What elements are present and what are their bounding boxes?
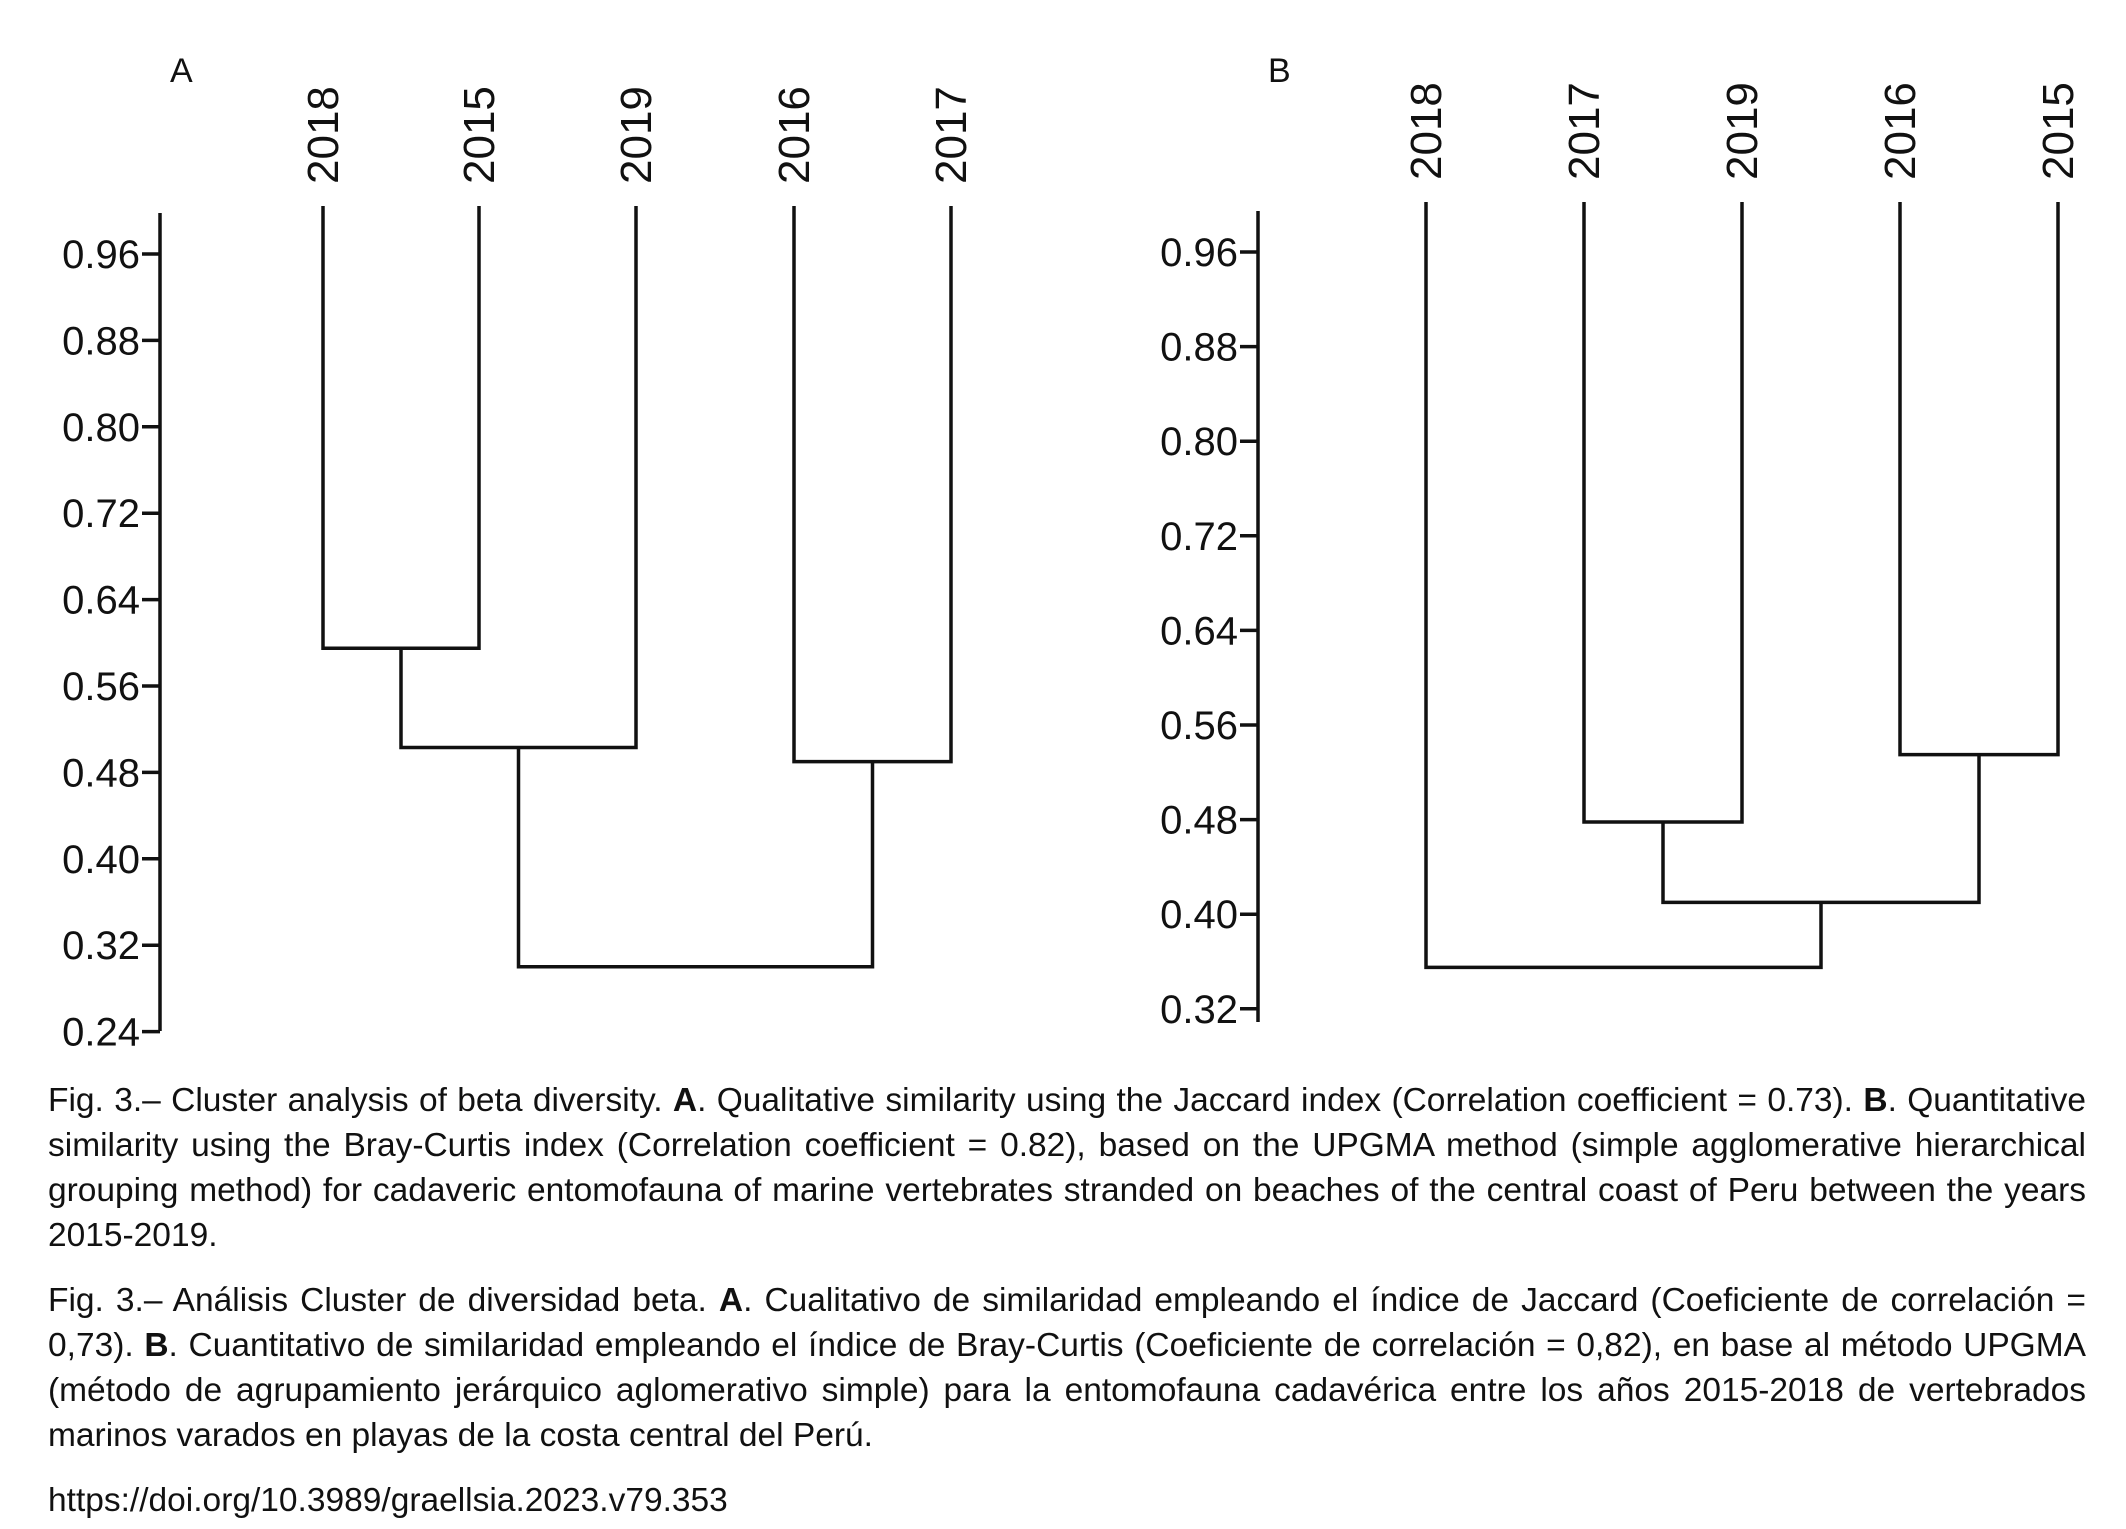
panel-a-tick-label: 0.56 bbox=[62, 665, 140, 709]
panel-b-tick-label: 0.56 bbox=[1160, 704, 1238, 748]
panel-a-leaf-labels bbox=[299, 86, 976, 184]
panel-a-ticks bbox=[62, 233, 160, 1055]
caption-english-part-2: . Qualitative similarity using the Jaccard index (Correlation coefficient = 0.73). bbox=[697, 1082, 1864, 1119]
caption-spanish-bold-b: B bbox=[144, 1327, 169, 1364]
panel-b-tick-label: 0.32 bbox=[1160, 987, 1238, 1032]
panel-a-tick-label: 0.72 bbox=[62, 492, 140, 537]
panel-b-tick-label: 0.96 bbox=[1160, 231, 1238, 275]
panel-a-leaf-label-2015: 2015 bbox=[455, 86, 504, 184]
caption-english-bold-b: B bbox=[1863, 1082, 1888, 1119]
panel-a-tick-label: 0.40 bbox=[62, 837, 140, 882]
panel-b-leaf-label-2016: 2016 bbox=[1876, 82, 1925, 180]
panel-b-cluster-2017-2019 bbox=[1584, 202, 1742, 822]
panel-a-leaf-label-2017: 2017 bbox=[927, 86, 976, 184]
panel-a-cluster-2018-2015 bbox=[323, 206, 479, 648]
panel-a-tick-label: 0.48 bbox=[62, 751, 140, 796]
caption-english-bold-a: A bbox=[672, 1082, 698, 1119]
panel-b-tick-label: 0.72 bbox=[1160, 514, 1238, 559]
panel-a-label: A bbox=[170, 52, 193, 90]
panel-b-tick-label: 0.64 bbox=[1160, 609, 1238, 654]
captions bbox=[48, 1078, 2086, 1523]
panel-a-tick-label: 0.24 bbox=[62, 1010, 140, 1055]
panel-a-tick-label: 0.80 bbox=[62, 405, 140, 450]
panel-a-tick-label: 0.88 bbox=[62, 319, 140, 364]
panel-b-leaf-label-2015: 2015 bbox=[2034, 82, 2083, 180]
panel-b-tick-label: 0.40 bbox=[1160, 893, 1238, 938]
panel-b-tick-label: 0.80 bbox=[1160, 420, 1238, 465]
panel-b-leaf-labels bbox=[1402, 82, 2083, 180]
panel-b-tree bbox=[1426, 202, 2058, 967]
panel-b-cluster-2016-2015 bbox=[1900, 202, 2058, 755]
caption-english bbox=[48, 1078, 2086, 1258]
panel-a bbox=[62, 52, 976, 1055]
caption-spanish bbox=[48, 1278, 2086, 1458]
panel-b-cluster-2017-2019-2016-2015 bbox=[1663, 755, 1979, 903]
panel-b-cluster-2018-2017-2019-2016-2015 bbox=[1426, 202, 1821, 967]
caption-spanish-part-1: Fig. 3.– Análisis Cluster de diversidad beta. bbox=[48, 1282, 719, 1319]
panel-b-leaf-label-2019: 2019 bbox=[1718, 82, 1767, 180]
caption-spanish-bold-a: A bbox=[718, 1282, 744, 1319]
panel-a-cluster-2016-2017 bbox=[794, 206, 951, 762]
panel-a-leaf-label-2019: 2019 bbox=[612, 86, 661, 184]
doi-link[interactable]: https://doi.org/10.3989/graellsia.2023.v79.353 bbox=[48, 1482, 728, 1519]
caption-english-part-1: Fig. 3.– Cluster analysis of beta diversity. bbox=[48, 1082, 673, 1119]
panel-b-ticks bbox=[1160, 231, 1258, 1032]
panel-a-leaf-label-2018: 2018 bbox=[299, 86, 348, 184]
panel-b-leaf-label-2017: 2017 bbox=[1560, 82, 1609, 180]
panel-b-tick-label: 0.48 bbox=[1160, 798, 1238, 843]
panel-b-leaf-label-2018: 2018 bbox=[1402, 82, 1451, 180]
panel-a-tree bbox=[323, 206, 951, 967]
panel-a-tick-label: 0.32 bbox=[62, 924, 140, 969]
panel-a-leaf-label-2016: 2016 bbox=[770, 86, 819, 184]
caption-spanish-part-3: . Cuantitativo de similaridad empleando el índice de Bray-Curtis (Coeficiente de correlación = 0,82), en base al método UPGMA (método de agrupamiento jerárquico aglomerativo simple) para la entomofauna cadavérica entre los años 2015-2018 de vertebrados marinos varados en playas de la costa central del Perú. bbox=[48, 1327, 2086, 1454]
panel-a-tick-label: 0.96 bbox=[62, 233, 140, 277]
panel-b-tick-label: 0.88 bbox=[1160, 325, 1238, 370]
panel-b bbox=[1160, 52, 2083, 1032]
panel-a-tick-label: 0.64 bbox=[62, 578, 140, 623]
panel-b-label: B bbox=[1268, 52, 1291, 90]
panel-a-cluster-2018-2015-2019 bbox=[401, 206, 636, 748]
panel-a-cluster-2018-2015-2019-2016-2017 bbox=[519, 748, 873, 967]
caption-spanish-part-2: . Cualitativo de similaridad empleando el índice de Jaccard (Coeficiente de correlación = 0,73). bbox=[48, 1282, 2086, 1364]
caption-english-part-3: . Quantitative similarity using the Bray-Curtis index (Correlation coefficient = 0.82), based on the UPGMA method (simple agglomerative hierarchical grouping method) for cadaveric entomofauna of marine vertebrates stranded on beaches of the central coast of Peru between the years 2015-2019. bbox=[48, 1082, 2086, 1254]
